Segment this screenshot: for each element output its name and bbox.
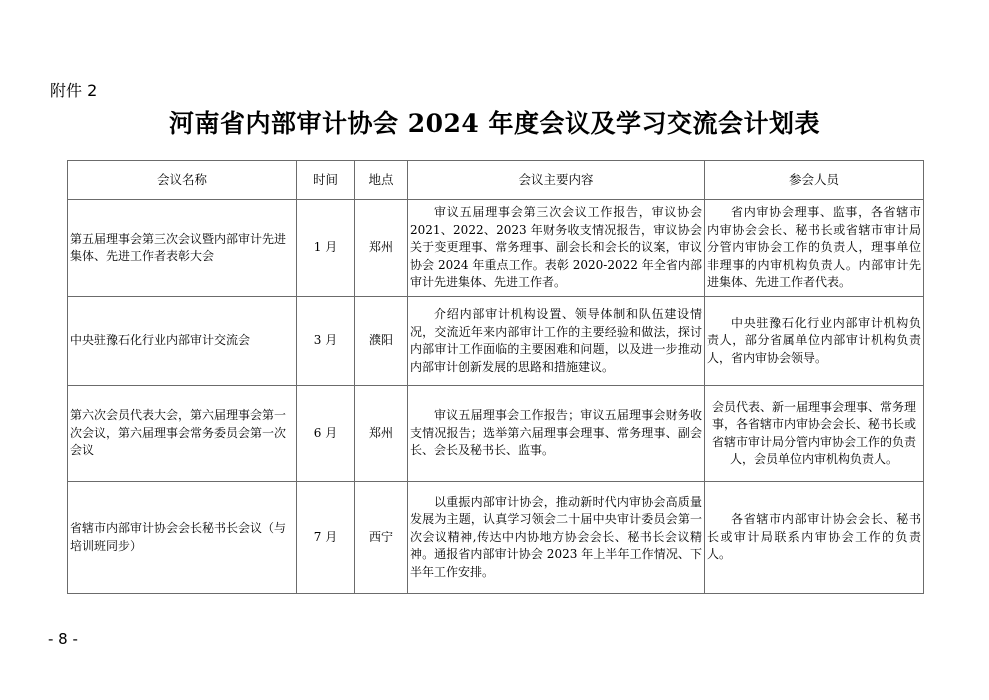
meeting-content: 介绍内部审计机构设置、领导体制和队伍建设情况，交流近年来内部审计工作的主要经验和做法，探讨内部审计工作面临的主要困难和问题，以及进一步推动内部审计创新发展的思路和措施建议。 <box>408 297 705 386</box>
meeting-content: 以重振内部审计协会，推动新时代内审协会高质量发展为主题，认真学习领会二十届中央审计委员会第一次会议精神,传达中内协地方协会会长、秘书长会议精神。通报省内部审计协会 2023 年上半年工作情况、下半年工作安排。 <box>408 482 705 594</box>
meeting-attendees: 会员代表、新一届理事会理事、常务理事，各省辖市内审协会会长、秘书长或省辖市审计局分管内审协会工作的负责人，会员单位内审机构负责人。 <box>705 386 924 482</box>
header-time: 时间 <box>297 161 355 200</box>
meeting-place: 濮阳 <box>355 297 408 386</box>
table-row <box>68 297 924 386</box>
meeting-content: 审议五届理事会工作报告；审议五届理事会财务收支情况报告；选举第六届理事会理事、常务理事、副会长、会长及秘书长、监事。 <box>408 386 705 482</box>
meeting-name: 省辖市内部审计协会会长秘书长会议（与培训班同步） <box>68 482 297 594</box>
header-attendees: 参会人员 <box>705 161 924 200</box>
meeting-attendees: 中央驻豫石化行业内部审计机构负责人，部分省属单位内部审计机构负责人，省内审协会领导。 <box>705 297 924 386</box>
meeting-name: 中央驻豫石化行业内部审计交流会 <box>68 297 297 386</box>
meeting-name: 第五届理事会第三次会议暨内部审计先进集体、先进工作者表彰大会 <box>68 200 297 297</box>
meeting-place: 郑州 <box>355 386 408 482</box>
meeting-time: 3 月 <box>297 297 355 386</box>
table-row <box>68 386 924 482</box>
table-row <box>68 200 924 297</box>
page-number: - 8 - <box>48 630 78 648</box>
header-place: 地点 <box>355 161 408 200</box>
meeting-time: 1 月 <box>297 200 355 297</box>
meeting-name: 第六次会员代表大会，第六届理事会第一次会议，第六届理事会常务委员会第一次会议 <box>68 386 297 482</box>
meeting-plan-table <box>67 160 924 594</box>
meeting-time: 7 月 <box>297 482 355 594</box>
meeting-content: 审议五届理事会第三次会议工作报告，审议协会 2021、2022、2023 年财务收支情况报告，审议协会关于变更理事、常务理事、副会长和会长的议案，审议协会 2024 年重点工作。表彰 2020-2022 年全省内部审计先进集体、先进工作者。 <box>408 200 705 297</box>
meeting-attendees: 各省辖市内部审计协会会长、秘书长或审计局联系内审协会工作的负责人。 <box>705 482 924 594</box>
meeting-place: 郑州 <box>355 200 408 297</box>
table-header-row <box>68 161 924 200</box>
meeting-attendees: 省内审协会理事、监事，各省辖市内审协会会长、秘书长或省辖市审计局分管内审协会工作的负责人，理事单位非理事的内审机构负责人。内部审计先进集体、先进工作者代表。 <box>705 200 924 297</box>
header-meeting-name: 会议名称 <box>68 161 297 200</box>
meeting-time: 6 月 <box>297 386 355 482</box>
table-row <box>68 482 924 594</box>
attachment-label: 附件 2 <box>50 81 98 100</box>
header-content: 会议主要内容 <box>408 161 705 200</box>
document-title: 河南省内部审计协会 2024 年度会议及学习交流会计划表 <box>169 109 820 138</box>
meeting-place: 西宁 <box>355 482 408 594</box>
